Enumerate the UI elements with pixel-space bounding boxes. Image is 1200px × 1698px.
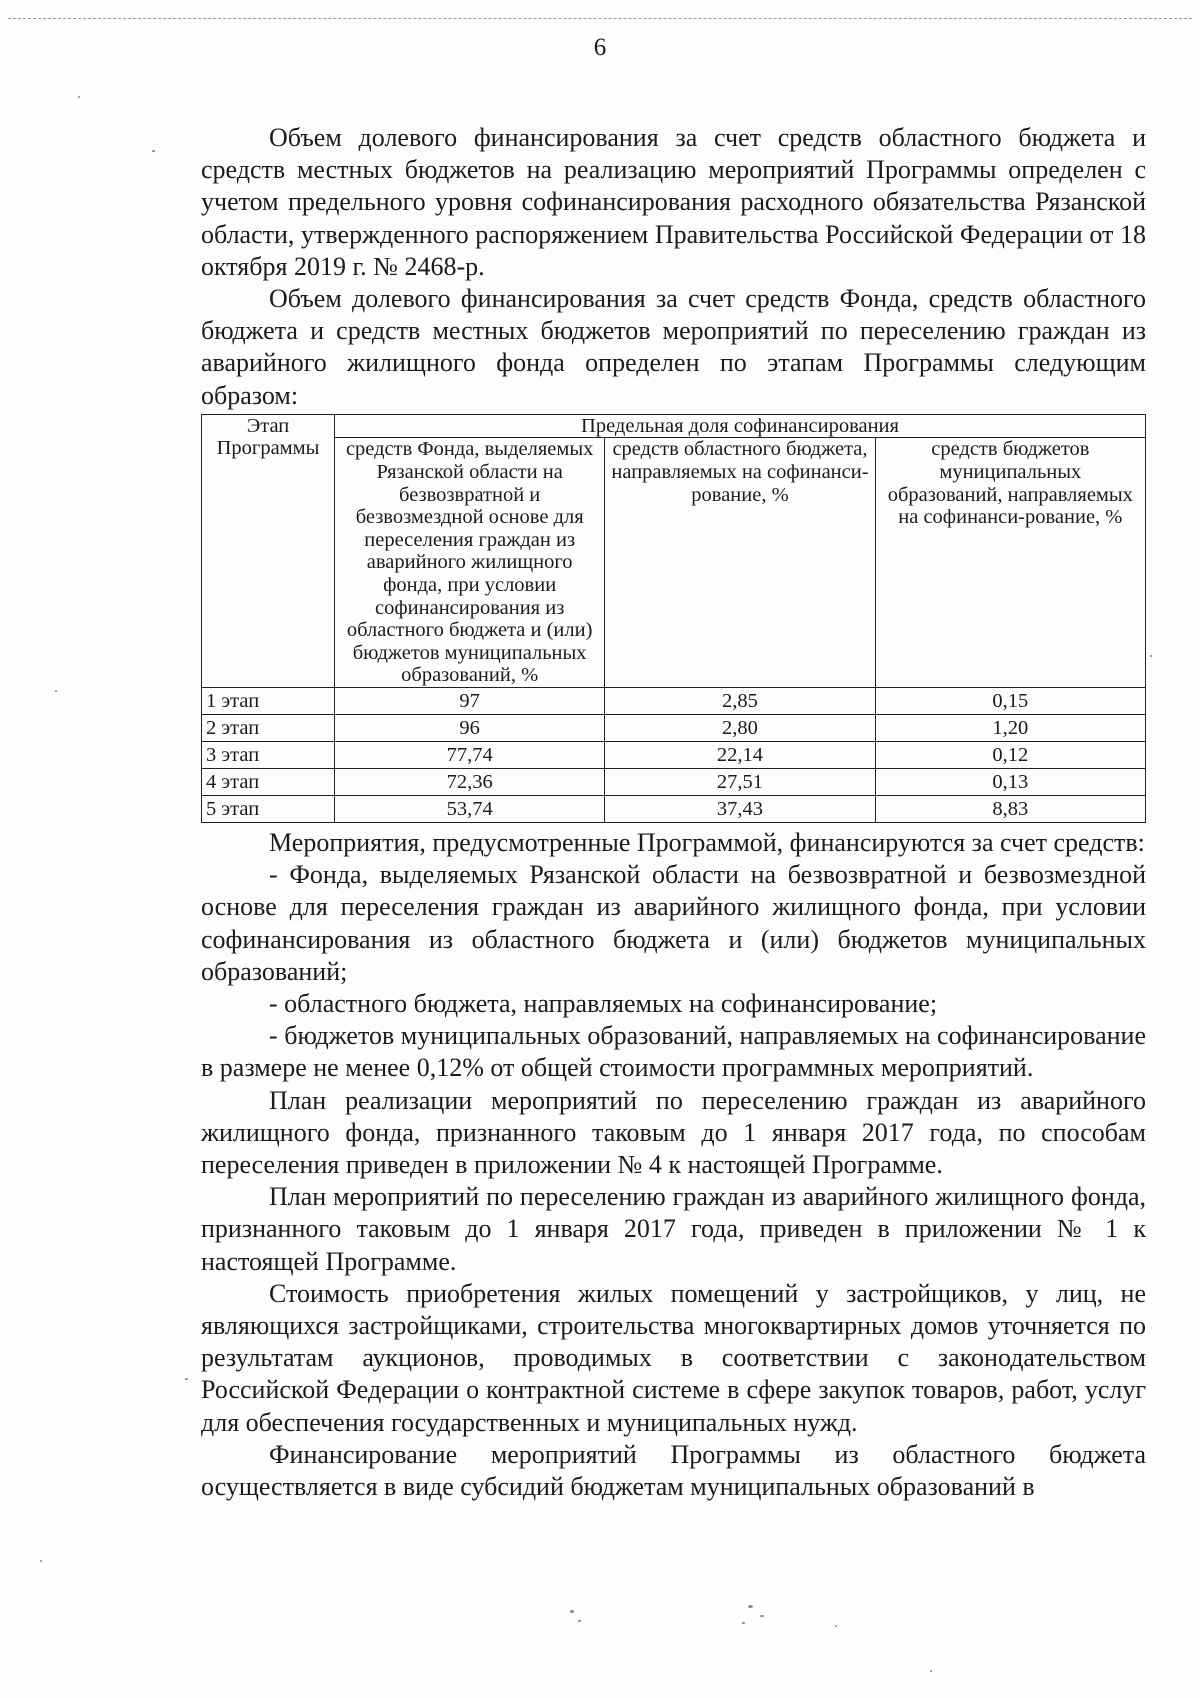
table-header-regional: средств областного бюджета, направляемых на софинанси-рование, % <box>605 438 875 688</box>
cell-stage: 4 этап <box>202 768 335 795</box>
cell-regional: 37,43 <box>605 795 875 822</box>
cell-municipal: 0,12 <box>875 741 1145 768</box>
paragraph: Объем долевого финансирования за счет средств Фонда, средств областного бюджета и средств местных бюджетов мероприятий по переселению граждан из аварийного жилищного фонда определен по этапам Программы следующим образом: <box>201 284 1146 410</box>
list-item: - бюджетов муниципальных образований, направляемых на софинансирование в размере не менее 0,12% от общей стоимости программных мероприятий. <box>201 1021 1146 1083</box>
cell-fund: 72,36 <box>335 768 605 795</box>
document-body <box>201 122 1146 1503</box>
cell-regional: 22,14 <box>605 741 875 768</box>
table-row <box>202 687 1146 714</box>
table-row <box>202 795 1146 822</box>
cell-regional: 27,51 <box>605 768 875 795</box>
list-item: - областного бюджета, направляемых на софинансирование; <box>269 988 938 1018</box>
cell-municipal: 0,13 <box>875 768 1145 795</box>
list-item: - Фонда, выделяемых Рязанской области на безвозвратной и безвозмездной основе для переселения граждан из аварийного жилищного фонда, при условии софинансирования из областного бюджета и (или) бюджетов муниципальных образований; <box>201 860 1146 986</box>
paragraph: Мероприятия, предусмотренные Программой, финансируются за счет средств: <box>269 827 1145 857</box>
scan-top-edge-line <box>8 18 1192 19</box>
cell-municipal: 8,83 <box>875 795 1145 822</box>
cell-regional: 2,85 <box>605 687 875 714</box>
table-header-row <box>202 414 1146 438</box>
table-subheader-row <box>202 438 1146 688</box>
paragraph: Финансирование мероприятий Программы из областного бюджета осуществляется в виде субсидий бюджетам муниципальных образований в <box>201 1439 1146 1502</box>
page-number: 6 <box>593 34 607 61</box>
table-header-stage: Этап Программы <box>202 414 335 687</box>
cell-fund: 97 <box>335 687 605 714</box>
paragraph: План мероприятий по переселению граждан из аварийного жилищного фонда, признанного таковым до 1 января 2017 года, приведен в приложении № 1 к настоящей Программе. <box>201 1182 1146 1276</box>
paragraph: Стоимость приобретения жилых помещений у застройщиков, у лиц, не являющихся застройщиками, строительства многоквартирных домов уточняется по результатам аукционов, проводимых в соответствии с законодательством Российской Федерации о контрактной системе в сфере закупок товаров, работ, услуг для обеспечения государственных и муниципальных нужд. <box>201 1278 1146 1437</box>
table-row <box>202 714 1146 741</box>
cell-stage: 5 этап <box>202 795 335 822</box>
cell-municipal: 1,20 <box>875 714 1145 741</box>
table-header-municipal: средств бюджетов муниципальных образований, направляемых на софинанси-рование, % <box>875 438 1145 688</box>
table-header-group: Предельная доля софинансирования <box>335 414 1146 438</box>
cell-fund: 53,74 <box>335 795 605 822</box>
cofinancing-table <box>201 414 1146 823</box>
paragraph: План реализации мероприятий по переселению граждан из аварийного жилищного фонда, признанного таковым до 1 января 2017 года, по способам переселения приведен в приложении № 4 к настоящей Программе. <box>201 1085 1146 1179</box>
table-row <box>202 741 1146 768</box>
cell-stage: 2 этап <box>202 714 335 741</box>
cell-regional: 2,80 <box>605 714 875 741</box>
paragraph: Объем долевого финансирования за счет средств областного бюджета и средств местных бюджетов на реализацию мероприятий Программы определен с учетом предельного уровня софинансирования расходного обязательства Рязанской области, утвержденного распоряжением Правительства Российской Федерации от 18 октября 2019 г. № 2468-р. <box>201 123 1146 281</box>
table-header-fund: средств Фонда, выделяемых Рязанской области на безвозвратной и безвозмездной основе для переселения граждан из аварийного жилищного фонда, при условии софинансирования из областного бюджета и (или) бюджетов муниципальных образований, % <box>335 438 605 688</box>
table-row <box>202 768 1146 795</box>
cell-municipal: 0,15 <box>875 687 1145 714</box>
cell-stage: 3 этап <box>202 741 335 768</box>
cell-stage: 1 этап <box>202 687 335 714</box>
cell-fund: 77,74 <box>335 741 605 768</box>
cell-fund: 96 <box>335 714 605 741</box>
